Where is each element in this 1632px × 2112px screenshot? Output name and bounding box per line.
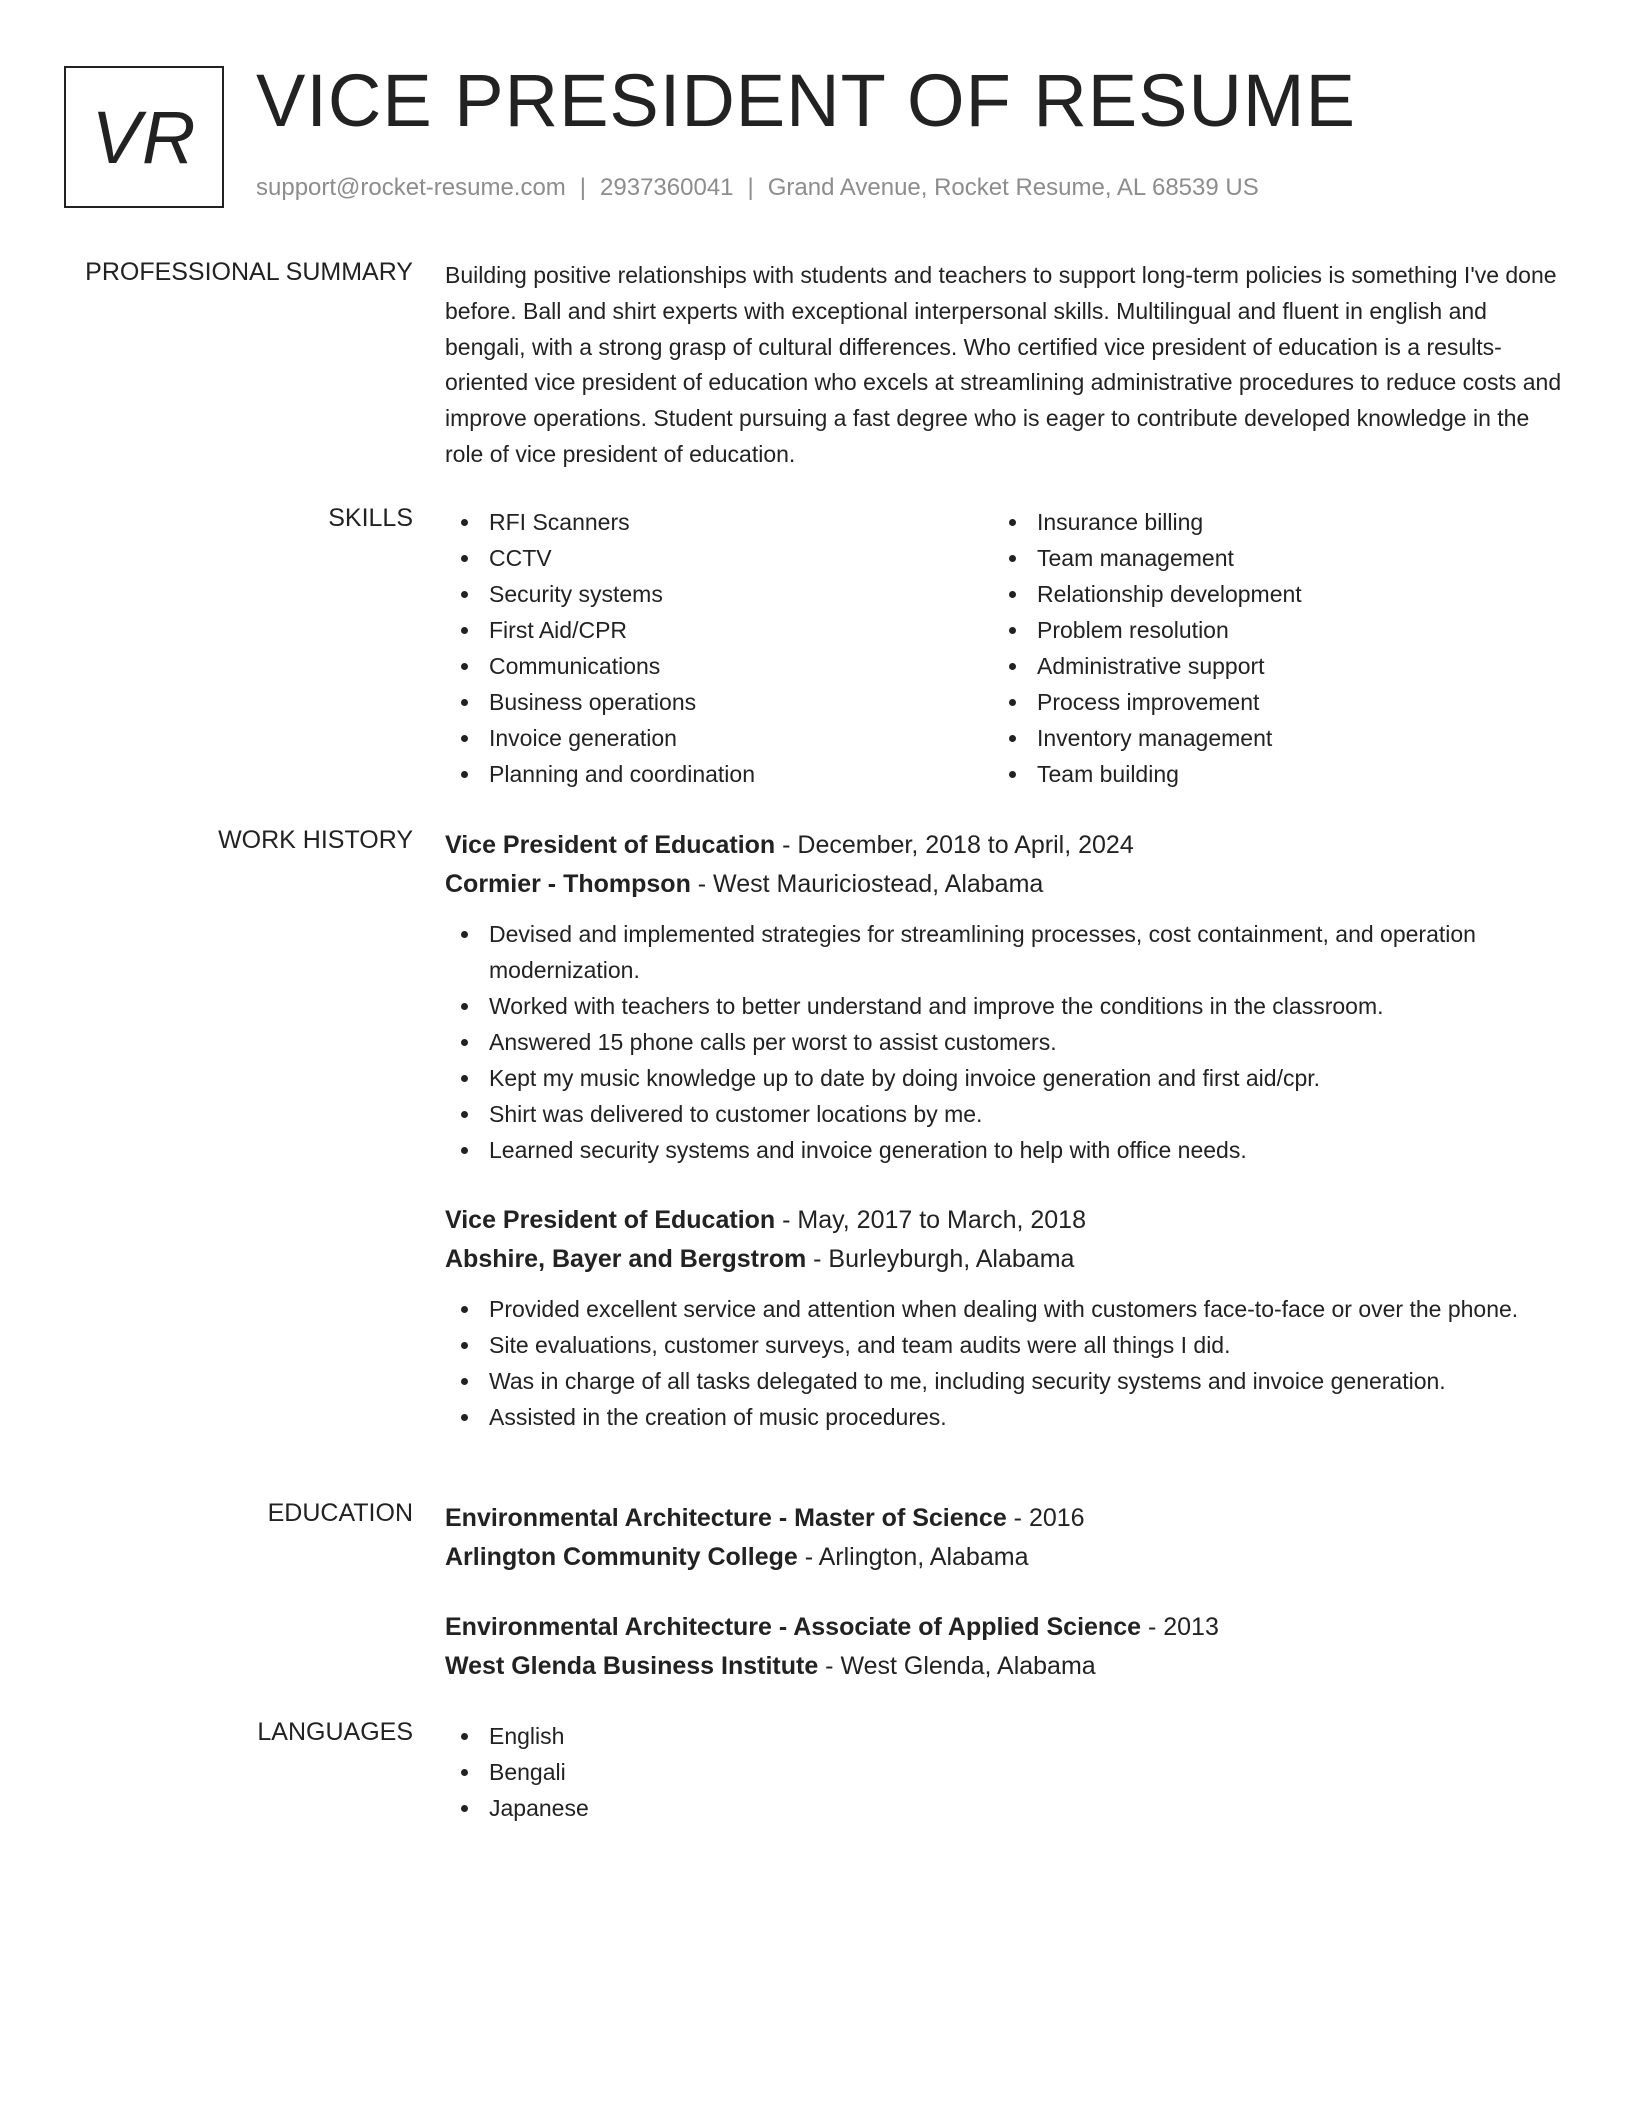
skill-item: First Aid/CPR: [445, 612, 993, 648]
job-bullet: Learned security systems and invoice generation to help with office needs.: [445, 1132, 1565, 1168]
education-school-line: [445, 1647, 1565, 1686]
skill-item: Team building: [993, 756, 1541, 792]
job-bullet-list: [445, 1291, 1565, 1435]
language-item: Japanese: [445, 1790, 1565, 1826]
contact-line: [256, 174, 1259, 202]
skill-item: Invoice generation: [445, 720, 993, 756]
skill-item: Team management: [993, 540, 1541, 576]
job-bullet: Kept my music knowledge up to date by doing invoice generation and first aid/cpr.: [445, 1060, 1565, 1096]
education-location: - Arlington, Alabama: [797, 1543, 1029, 1571]
skill-item: Insurance billing: [993, 504, 1541, 540]
job-dates: - December, 2018 to April, 2024: [775, 831, 1134, 859]
languages-body: [445, 1718, 1565, 1826]
job-bullet: Assisted in the creation of music procedures.: [445, 1399, 1565, 1435]
contact-separator: |: [579, 174, 587, 201]
contact-address: Grand Avenue, Rocket Resume, AL 68539 US: [767, 174, 1259, 201]
education-degree-line: [445, 1608, 1565, 1647]
education-entry: [445, 1608, 1565, 1686]
skill-item: Relationship development: [993, 576, 1541, 612]
education-school: West Glenda Business Institute: [445, 1652, 819, 1680]
job-location: - Burleyburgh, Alabama: [806, 1245, 1075, 1273]
job-dates: - May, 2017 to March, 2018: [775, 1206, 1086, 1234]
job-location: - West Mauriciostead, Alabama: [690, 870, 1044, 898]
job-title-line: [445, 1201, 1565, 1240]
skills-list-right: [993, 504, 1541, 792]
education-heading: EDUCATION: [267, 1499, 413, 1527]
skill-item: Inventory management: [993, 720, 1541, 756]
job-bullet: Was in charge of all tasks delegated to me, including security systems and invoice generation.: [445, 1363, 1565, 1399]
skill-item: Problem resolution: [993, 612, 1541, 648]
skills-grid: [445, 504, 1565, 792]
job-bullet: Worked with teachers to better understand and improve the conditions in the classroom.: [445, 988, 1565, 1024]
job-bullet: Site evaluations, customer surveys, and team audits were all things I did.: [445, 1327, 1565, 1363]
job-entry: [445, 826, 1565, 1168]
skill-item: Process improvement: [993, 684, 1541, 720]
job-title-line: [445, 826, 1565, 865]
education-year: - 2016: [1006, 1504, 1085, 1532]
education-school: Arlington Community College: [445, 1543, 798, 1571]
skill-item: Business operations: [445, 684, 993, 720]
skill-item: Planning and coordination: [445, 756, 993, 792]
job-title: Vice President of Education: [445, 1206, 776, 1234]
resume-name: VICE PRESIDENT OF RESUME: [256, 59, 1356, 142]
skill-item: RFI Scanners: [445, 504, 993, 540]
contact-phone[interactable]: 2937360041: [600, 174, 734, 201]
job-company: Abshire, Bayer and Bergstrom: [445, 1245, 807, 1273]
skill-item: Security systems: [445, 576, 993, 612]
job-bullet-list: [445, 916, 1565, 1168]
skill-item: CCTV: [445, 540, 993, 576]
job-bullet: Shirt was delivered to customer locations by me.: [445, 1096, 1565, 1132]
summary-heading: PROFESSIONAL SUMMARY: [85, 258, 413, 286]
language-item: English: [445, 1718, 1565, 1754]
job-bullet: Answered 15 phone calls per worst to assist customers.: [445, 1024, 1565, 1060]
job-title: Vice President of Education: [445, 831, 776, 859]
work-heading: WORK HISTORY: [218, 826, 413, 854]
skills-heading: SKILLS: [328, 504, 413, 532]
summary-text: Building positive relationships with students and teachers to support long-term policies is something I've done before. Ball and shirt experts with exceptional interpersonal skills. Multilingual and fluent in english and bengali, with a strong grasp of cultural differences. Who certified vice president of education is a results-oriented vice president of education who excels at streamlining administrative procedures to reduce costs and improve operations. Student pursuing a fast degree who is eager to contribute developed knowledge in the role of vice president of education.: [445, 262, 1562, 467]
contact-email[interactable]: support@rocket-resume.com: [256, 174, 566, 201]
skill-item: Communications: [445, 648, 993, 684]
job-bullet: Devised and implemented strategies for streamlining processes, cost containment, and operation modernization.: [445, 916, 1565, 988]
job-entry: [445, 1201, 1565, 1435]
skills-list-left: [445, 504, 993, 792]
education-entry: [445, 1499, 1565, 1577]
job-company-line: [445, 865, 1565, 904]
job-bullet: Provided excellent service and attention when dealing with customers face-to-face or over the phone.: [445, 1291, 1565, 1327]
education-degree: Environmental Architecture - Associate of Applied Science: [445, 1613, 1142, 1641]
skill-item: Administrative support: [993, 648, 1541, 684]
education-location: - West Glenda, Alabama: [818, 1652, 1096, 1680]
languages-heading: LANGUAGES: [257, 1718, 413, 1746]
languages-list: [445, 1718, 1565, 1826]
education-school-line: [445, 1538, 1565, 1577]
job-company-line: [445, 1240, 1565, 1279]
education-degree-line: [445, 1499, 1565, 1538]
education-year: - 2013: [1141, 1613, 1219, 1641]
language-item: Bengali: [445, 1754, 1565, 1790]
contact-separator: |: [747, 174, 754, 201]
job-company: Cormier - Thompson: [445, 870, 691, 898]
monogram-box: [64, 66, 224, 208]
monogram-initials: VR: [91, 95, 197, 179]
education-degree: Environmental Architecture - Master of Science: [445, 1504, 1007, 1532]
